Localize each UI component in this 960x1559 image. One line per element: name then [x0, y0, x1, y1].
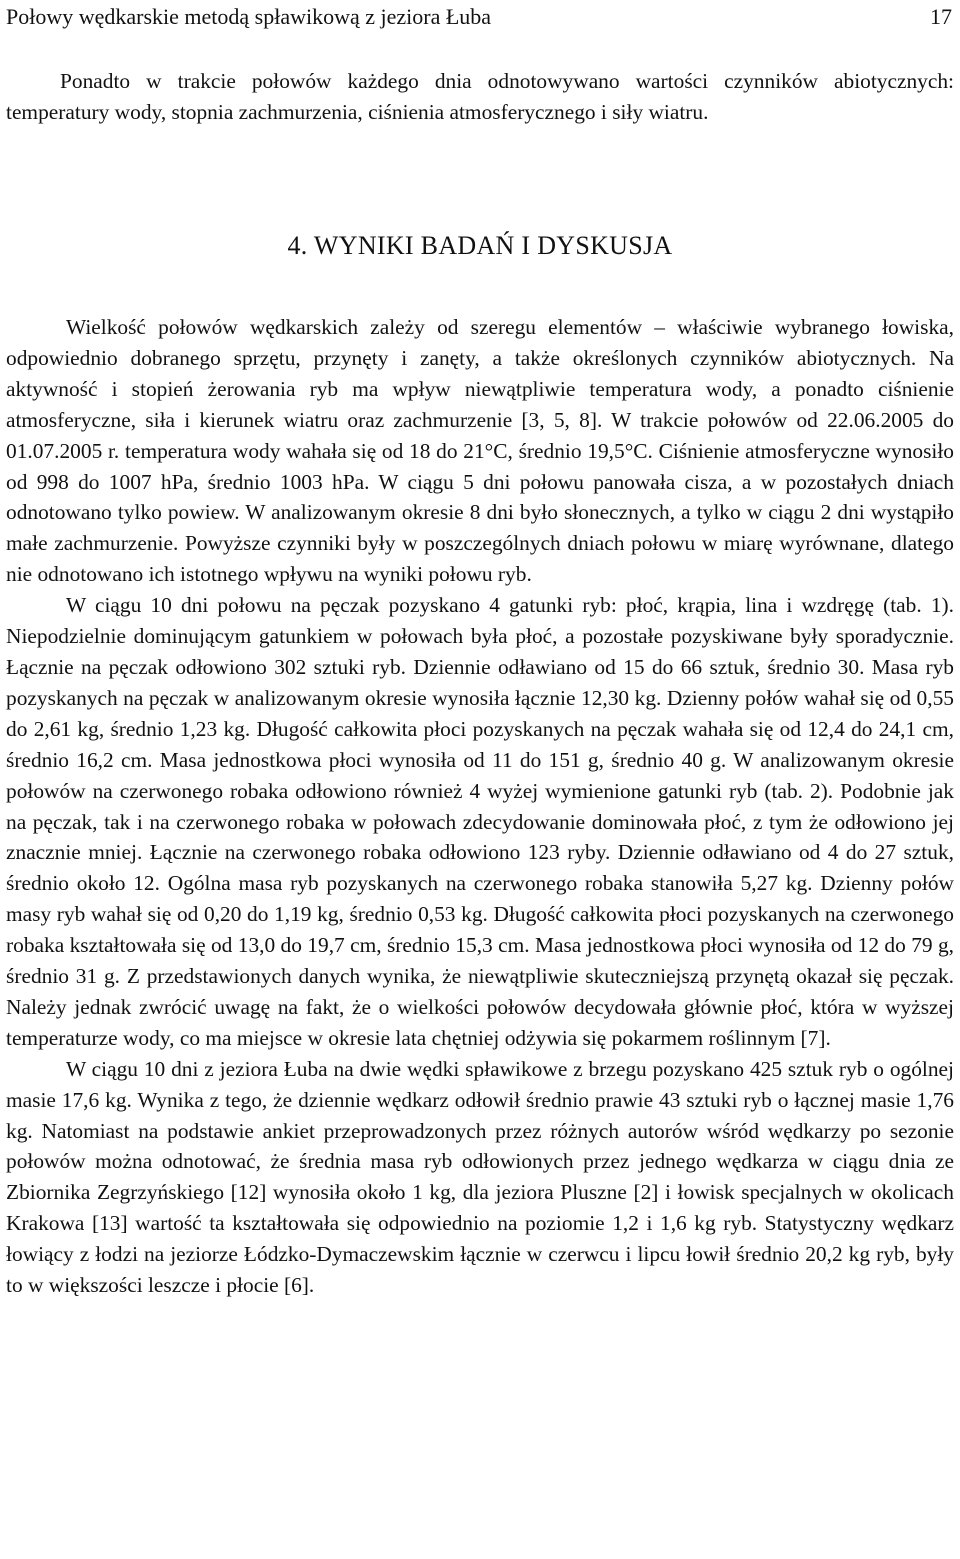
- running-header-title: Połowy wędkarskie metodą spławikową z jeziora Łuba: [6, 4, 492, 29]
- section-heading: 4. WYNIKI BADAŃ I DYSKUSJA: [287, 231, 673, 260]
- paragraph: W ciągu 10 dni połowu na pęczak pozyskano 4 gatunki ryb: płoć, krąpia, lina i wzdręgę (tab. 1). Niepodzielnie dominującym gatunkiem w połowach była płoć, a pozostałe pozyskiwane były sporadycznie. Łącznie na pęczak odłowiono 302 sztuki ryb. Dziennie odławiano od 15 do 66 sztuk, średnio 30. Masa ryb pozyskanych na pęczak w analizowanym okresie wynosiła łącznie 12,30 kg. Dzienny połów wahał się od 0,55 do 2,61 kg, średnio 1,23 kg. Długość całkowita płoci pozyskanych na pęczak wahała się od 12,4 do 24,1 cm, średnio 16,2 cm. Masa jednostkowa płoci wynosiła od 11 do 151 g, średnio 40 g. W analizowanym okresie połowów na czerwonego robaka odłowiono również 4 wyżej wymienione gatunki ryb (tab. 2). Podobnie jak na pęczak, tak i na czerwonego robaka w połowach zdecydowanie dominowała płoć, z tym że odłowiono jej znacznie mniej. Łącznie na czerwonego robaka odłowiono 123 ryby. Dziennie odławiano od 4 do 27 sztuk, średnio około 12. Ogólna masa ryb pozyskanych na czerwonego robaka stanowiła 5,27 kg. Dzienny połów masy ryb wahał się od 0,20 do 1,19 kg, średnio 0,53 kg. Długość całkowita płoci pozyskanych na czerwonego robaka kształtowała się od 13,0 do 19,7 cm, średnio 15,3 cm. Masa jednostkowa płoci wynosiła od 12 do 79 g, średnio 31 g. Z przedstawionych danych wynika, że niewątpliwie skuteczniejszą przynętą okazał się pęczak. Należy jednak zwrócić uwagę na fakt, że o wielkości połowów decydowała głównie płoć, która w wyższej temperaturze wody, co ma miejsce w okresie lata chętniej odżywia się pokarmem roślinnym [7].: [6, 593, 954, 1050]
- section-body: [6, 312, 954, 1301]
- running-header: [6, 2, 954, 32]
- intro-paragraph: Ponadto w trakcie połowów każdego dnia odnotowywano wartości czynników abiotycznych: temperatury wody, stopnia zachmurzenia, ciśnienia atmosferycznego i siły wiatru.: [6, 69, 954, 124]
- paragraph: Wielkość połowów wędkarskich zależy od szeregu elementów – właściwie wybranego łowiska, odpowiednio dobranego sprzętu, przynęty i zanęty, a także określonych czynników abiotycznych. Na aktywność i stopień żerowania ryb ma wpływ niewątpliwie temperatura wody, a ponadto ciśnienie atmosferyczne, siła i kierunek wiatru oraz zachmurzenie [3, 5, 8]. W trakcie połowów od 22.06.2005 do 01.07.2005 r. temperatura wody wahała się od 18 do 21°C, średnio 19,5°C. Ciśnienie atmosferyczne wynosiło od 998 do 1007 hPa, średnio 1003 hPa. W ciągu 5 dni połowu panowała cisza, a w pozostałych dniach odnotowano tylko powiew. W analizowanym okresie 8 dni było słonecznych, a tylko w ciągu 2 dni wystąpiło małe zachmurzenie. Powyższe czynniki były w poszczególnych dniach połowu w miarę wyrównane, dlatego nie odnotowano ich istotnego wpływu na wyniki połowu ryb.: [6, 315, 954, 587]
- paragraph: W ciągu 10 dni z jeziora Łuba na dwie wędki spławikowe z brzegu pozyskano 425 sztuk ryb o ogólnej masie 17,6 kg. Wynika z tego, że dziennie wędkarz odłowił średnio prawie 43 sztuki ryb o łącznej masie 1,76 kg. Natomiast na podstawie ankiet przeprowadzonych przez różnych autorów wśród wędkarzy po sezonie połowów można odnotować, że średnia masa ryb odłowionych przez jednego wędkarza w ciągu dnia ze Zbiornika Zegrzyńskiego [12] wynosiła około 1 kg, dla jeziora Pluszne [2] i łowisk specjalnych w okolicach Krakowa [13] wartość ta kształtowała się odpowiednio na poziomie 1,2 i 1,6 kg ryb. Statystyczny wędkarz łowiący z łodzi na jeziorze Łódzko-Dymaczewskim łącznie w czerwcu i lipcu łowił średnio 20,2 kg ryb, były to w większości leszcze i płocie [6].: [6, 1056, 954, 1298]
- page-number: 17: [930, 4, 952, 29]
